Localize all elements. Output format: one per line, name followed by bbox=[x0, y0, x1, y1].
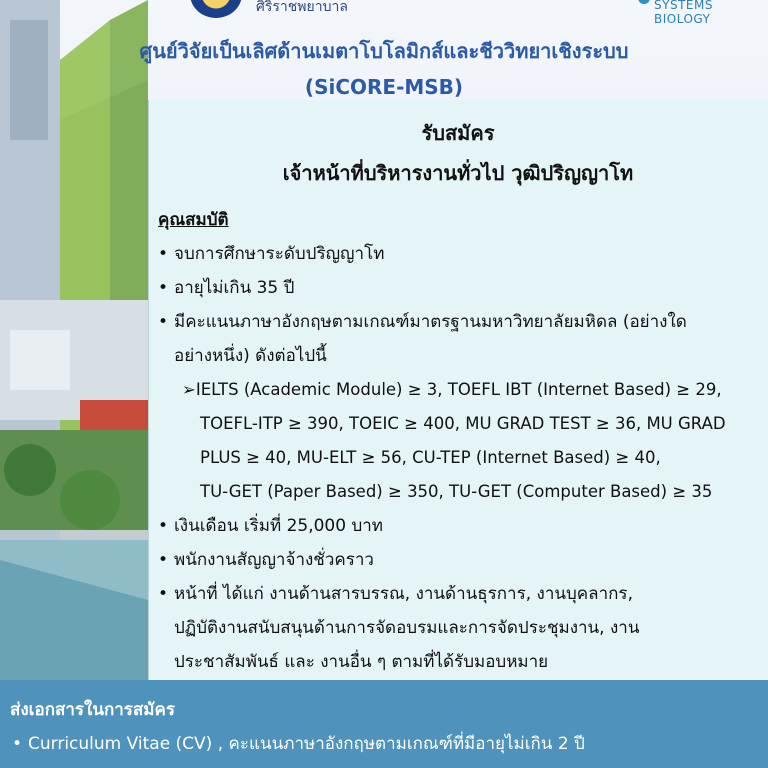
documents-footer bbox=[0, 680, 768, 768]
document-item: • Curriculum Vitae (CV) , คะแนนภาษาอังกฤษตามเกณฑ์ที่มีอายุไม่เกิน 2 ปี bbox=[12, 734, 585, 754]
duties-item: • หน้าที่ ได้แก่ งานด้านสารบรรณ, งานด้านธุรการ, งานบุคลากร, bbox=[158, 577, 758, 611]
bullet-icon: • bbox=[12, 734, 23, 754]
salary-item: • เงินเดือน เริ่มที่ 25,000 บาท bbox=[158, 509, 758, 543]
test-line: TOEFL-ITP ≥ 390, TOEIC ≥ 400, MU GRAD TEST ≥ 36, MU GRAD bbox=[200, 414, 726, 433]
logo-left-text: ศิริราชพยาบาล bbox=[256, 0, 348, 15]
recruitment-heading: รับสมัคร bbox=[421, 121, 495, 145]
bullet-icon: • bbox=[158, 516, 169, 536]
list-item-continuation: อย่างหนึ่ง) ดังต่อไปนี้ bbox=[174, 346, 327, 366]
bullet-icon: • bbox=[158, 244, 169, 264]
bullet-icon: • bbox=[158, 550, 169, 570]
list-item: • จบการศึกษาระดับปริญญาโท bbox=[158, 237, 758, 271]
bullet-icon: • bbox=[158, 278, 169, 298]
test-line: ➢IELTS (Academic Module) ≥ 3, TOEFL IBT (Internet Based) ≥ 29, bbox=[182, 380, 722, 399]
list-item: • มีคะแนนภาษาอังกฤษตามเกณฑ์มาตรฐานมหาวิทยาลัยมหิดล (อย่างใด bbox=[158, 305, 758, 339]
qualifications-title: คุณสมบัติ bbox=[158, 210, 229, 230]
bullet-icon: • bbox=[158, 584, 169, 604]
duties-continuation: ประชาสัมพันธ์ และ งานอื่น ๆ ตามที่ได้รับมอบหมาย bbox=[174, 652, 549, 672]
bullet-icon: • bbox=[158, 312, 169, 332]
list-item: • อายุไม่เกิน 35 ปี bbox=[158, 271, 758, 305]
arrow-bullet-icon: ➢ bbox=[182, 380, 196, 399]
page-title-thai: ศูนย์วิจัยเป็นเลิศด้านเมตาโบโลมิกส์และชีววิทยาเชิงระบบ bbox=[139, 39, 629, 63]
english-test-list bbox=[158, 373, 758, 509]
qualifications-section bbox=[158, 203, 758, 679]
position-heading: เจ้าหน้าที่บริหารงานทั่วไป วุฒิปริญญาโท bbox=[282, 161, 634, 185]
documents-title: ส่งเอกสารในการสมัคร bbox=[10, 700, 176, 720]
logo-right-text: SYSTEMS BIOLOGY bbox=[654, 0, 713, 26]
contract-item: • พนักงานสัญญาจ้างชั่วคราว bbox=[158, 543, 758, 577]
duties-continuation: ปฏิบัติงานสนับสนุนด้านการจัดอบรมและการจัดประชุมงาน, งาน bbox=[174, 618, 640, 638]
page-title-english: (SiCORE-MSB) bbox=[304, 75, 464, 99]
test-line: TU-GET (Paper Based) ≥ 350, TU-GET (Computer Based) ≥ 35 bbox=[200, 482, 713, 501]
test-line: PLUS ≥ 40, MU-ELT ≥ 56, CU-TEP (Internet Based) ≥ 40, bbox=[200, 448, 661, 467]
